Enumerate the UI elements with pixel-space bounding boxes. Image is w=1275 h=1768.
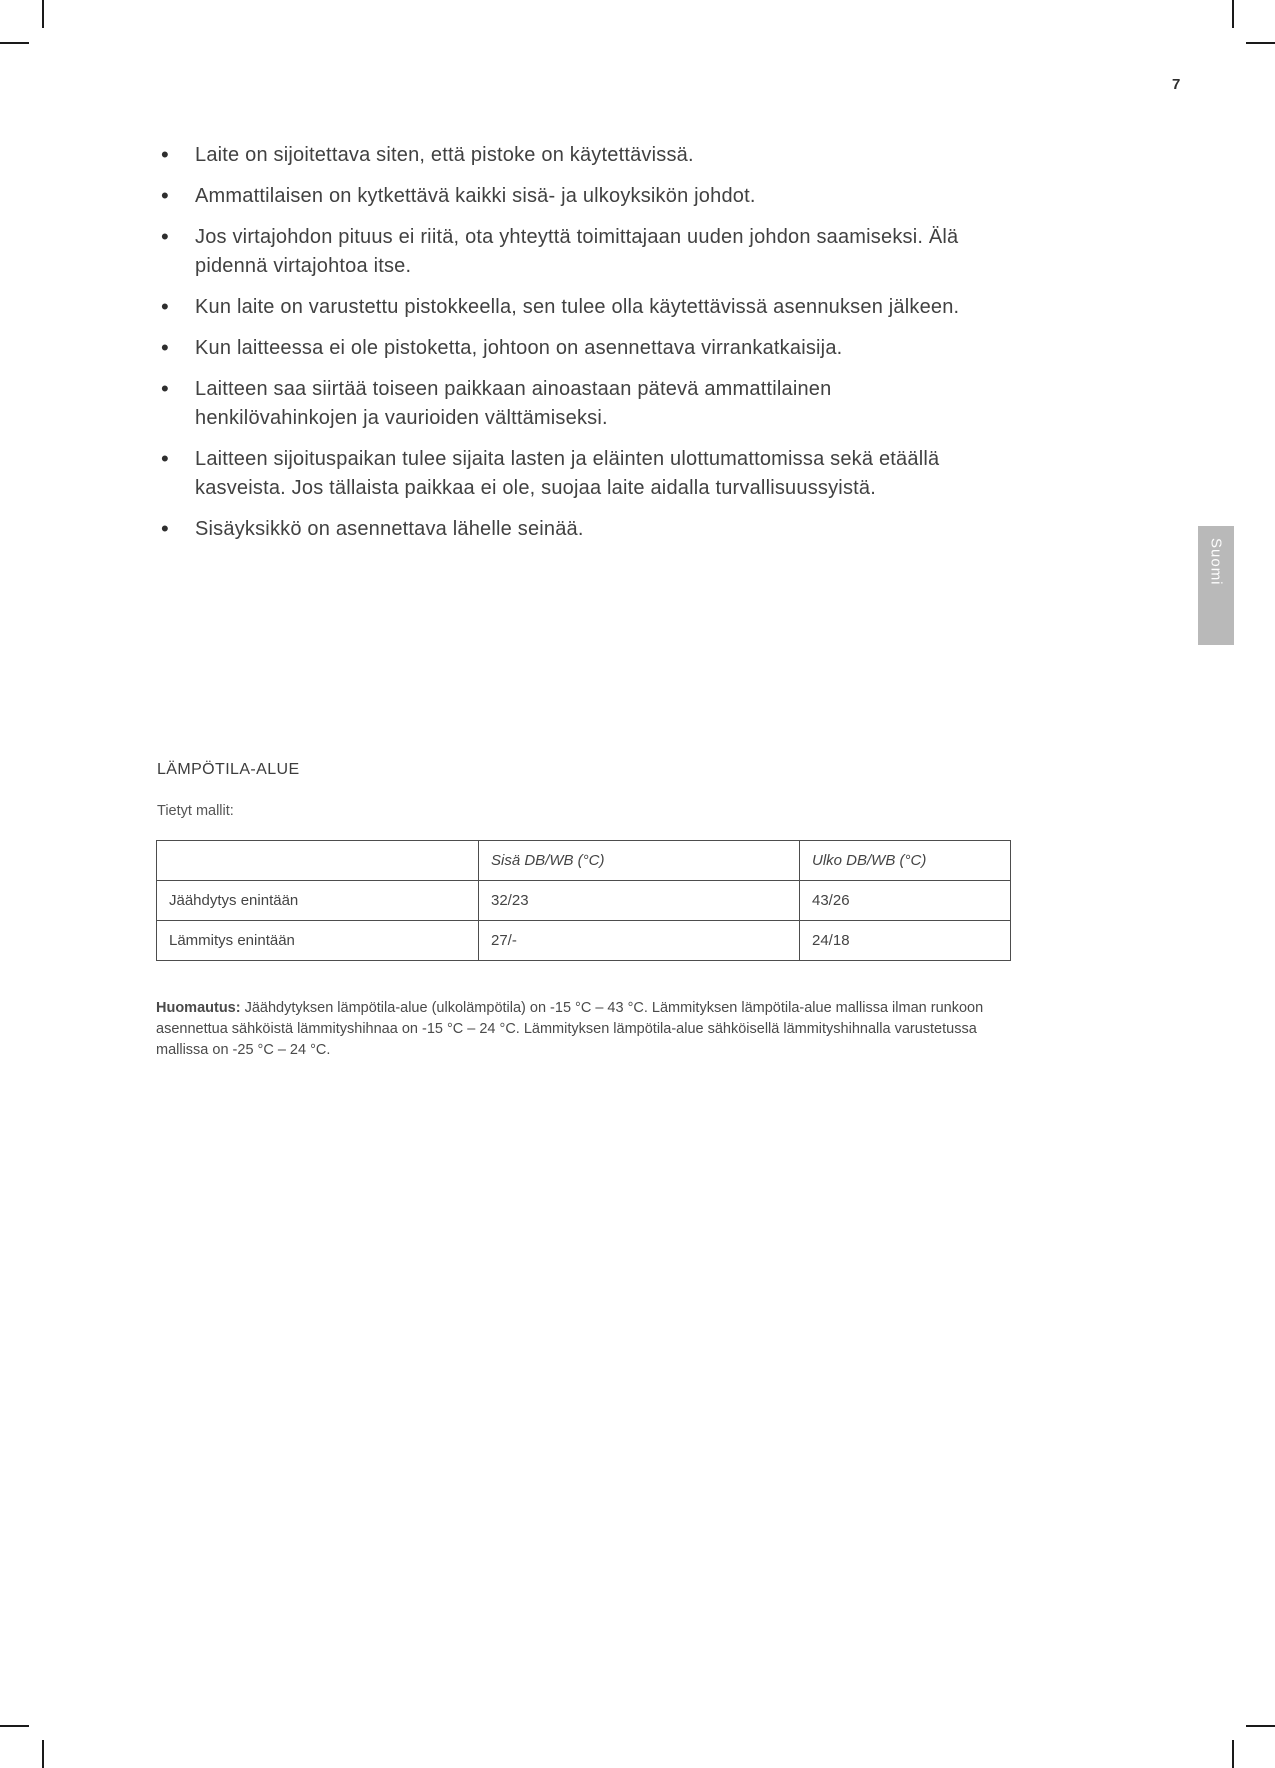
table-header-row [157, 841, 1011, 881]
section-heading: LÄMPÖTILA-ALUE [157, 761, 300, 778]
crop-mark-top-right-horizontal [1246, 42, 1275, 44]
table-header-empty [157, 841, 479, 881]
temperature-range-table [156, 840, 1011, 961]
bullet-item: • Jos virtajohdon pituus ei riitä, ota yhteyttä toimittajaan uuden johdon saamiseksi. Älä pidennä virtajohtoa itse. [157, 223, 987, 281]
heating-outdoor-value: 24/18 [800, 921, 1011, 961]
crop-mark-top-left-vertical [42, 0, 44, 28]
bullet-item: • Ammattilaisen on kytkettävä kaikki sisä- ja ulkoyksikön johdot. [157, 182, 987, 211]
crop-mark-bottom-right-horizontal [1246, 1725, 1275, 1727]
bullet-item: • Laite on sijoitettava siten, että pistoke on käytettävissä. [157, 141, 987, 170]
bullet-item: • Kun laitteessa ei ole pistoketta, johtoon on asennettava virrankatkaisija. [157, 334, 987, 363]
heating-indoor-value: 27/- [479, 921, 800, 961]
table-header-outdoor: Ulko DB/WB (°C) [800, 841, 1011, 881]
language-tab-suomi: Suomi [1198, 526, 1234, 645]
bullet-item: • Laitteen saa siirtää toiseen paikkaan ainoastaan pätevä ammattilainen henkilövahinkojen ja vaurioiden välttämiseksi. [157, 375, 987, 433]
bullet-list [157, 141, 987, 556]
note-label: Huomautus: [156, 999, 241, 1016]
table-header-indoor: Sisä DB/WB (°C) [479, 841, 800, 881]
bullet-item: • Kun laite on varustettu pistokkeella, sen tulee olla käytettävissä asennuksen jälkeen. [157, 293, 987, 322]
row-label-heating: Lämmitys enintään [157, 921, 479, 961]
note-text: Jäähdytyksen lämpötila-alue (ulkolämpötila) on -15 °C – 43 °C. Lämmityksen lämpötila-alue mallissa ilman runkoon asennettua sähköistä lämmityshihnaa on -15 °C – 24 °C. Lämmityksen lämpötila-alue sähköisellä lämmityshihnalla varustetussa mallissa on -25 °C – 24 °C. [156, 999, 984, 1058]
page-number: 7 [1172, 76, 1181, 93]
table-row [157, 881, 1011, 921]
crop-mark-bottom-left-vertical [42, 1740, 44, 1768]
intro-text: Tietyt mallit: [157, 803, 234, 819]
bullet-item: • Sisäyksikkö on asennettava lähelle seinää. [157, 515, 987, 544]
crop-mark-top-left-horizontal [0, 42, 29, 44]
cooling-indoor-value: 32/23 [479, 881, 800, 921]
crop-mark-bottom-left-horizontal [0, 1725, 29, 1727]
crop-mark-top-right-vertical [1232, 0, 1234, 28]
note-paragraph [156, 998, 1001, 1061]
row-label-cooling: Jäähdytys enintään [157, 881, 479, 921]
bullet-item: • Laitteen sijoituspaikan tulee sijaita lasten ja eläinten ulottumattomissa sekä etäällä kasveista. Jos tällaista paikkaa ei ole, suojaa laite aidalla turvallisuussyistä. [157, 445, 987, 503]
table-row [157, 921, 1011, 961]
cooling-outdoor-value: 43/26 [800, 881, 1011, 921]
crop-mark-bottom-right-vertical [1232, 1740, 1234, 1768]
